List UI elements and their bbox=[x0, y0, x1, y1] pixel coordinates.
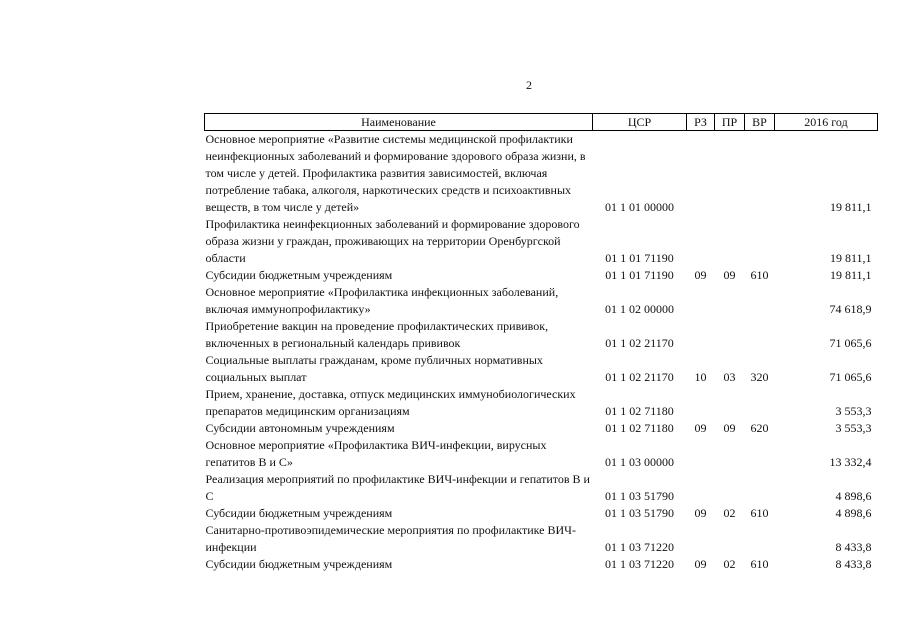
row-name: Реализация мероприятий по профилактике ВИЧ-инфекции и гепатитов В и С bbox=[205, 472, 590, 503]
table-row bbox=[205, 318, 878, 352]
row-vr bbox=[745, 284, 775, 318]
row-rz bbox=[687, 471, 715, 505]
row-rz: 09 bbox=[694, 506, 707, 520]
row-name: Прием, хранение, доставка, отпуск медицинских иммунобиологических препаратов медицинским организациям bbox=[205, 387, 576, 418]
row-csr: 01 1 02 71180 bbox=[605, 404, 674, 418]
row-pr: 02 bbox=[723, 557, 736, 571]
row-amount: 4 898,6 bbox=[835, 506, 872, 520]
row-name: Санитарно-противоэпидемические мероприятия по профилактике ВИЧ-инфекции bbox=[205, 523, 576, 554]
table-row bbox=[205, 556, 878, 573]
header-year: 2016 год bbox=[775, 114, 878, 131]
row-name: Основное мероприятие «Профилактика ВИЧ-инфекции, вирусных гепатитов В и С» bbox=[205, 438, 547, 469]
page-number: 2 bbox=[526, 78, 532, 92]
row-pr bbox=[715, 216, 745, 267]
table-row bbox=[205, 386, 878, 420]
row-amount: 3 553,3 bbox=[835, 404, 872, 418]
row-csr: 01 1 03 51790 bbox=[605, 506, 674, 520]
row-rz bbox=[687, 284, 715, 318]
row-csr: 01 1 02 00000 bbox=[605, 302, 674, 316]
row-amount: 4 898,6 bbox=[835, 489, 872, 503]
row-pr bbox=[715, 437, 745, 471]
row-rz bbox=[687, 522, 715, 556]
row-rz bbox=[687, 318, 715, 352]
row-amount: 13 332,4 bbox=[829, 455, 872, 469]
row-csr: 01 1 01 71190 bbox=[605, 268, 674, 282]
table-row bbox=[205, 131, 878, 217]
row-pr: 02 bbox=[723, 506, 736, 520]
row-vr bbox=[745, 216, 775, 267]
row-csr: 01 1 03 51790 bbox=[605, 489, 674, 503]
row-name: Субсидии бюджетным учреждениям bbox=[205, 506, 393, 520]
row-name: Приобретение вакцин на проведение профилактических прививок, включенных в региональный календарь прививок bbox=[205, 319, 549, 350]
row-amount: 19 811,1 bbox=[829, 200, 872, 214]
row-name: Субсидии бюджетным учреждениям bbox=[205, 268, 393, 282]
header-name: Наименование bbox=[205, 114, 593, 131]
row-csr: 01 1 03 71220 bbox=[605, 540, 674, 554]
row-vr: 320 bbox=[750, 370, 769, 384]
row-vr: 610 bbox=[750, 557, 769, 571]
table-row bbox=[205, 505, 878, 522]
row-vr bbox=[745, 471, 775, 505]
row-name: Субсидии автономным учреждениям bbox=[205, 421, 395, 435]
table-row bbox=[205, 420, 878, 437]
row-amount: 71 065,6 bbox=[829, 370, 872, 384]
row-pr bbox=[715, 386, 745, 420]
row-vr: 610 bbox=[750, 506, 769, 520]
row-amount: 8 433,8 bbox=[835, 540, 872, 554]
row-pr bbox=[715, 318, 745, 352]
row-pr: 09 bbox=[723, 421, 736, 435]
row-rz: 09 bbox=[694, 421, 707, 435]
row-csr: 01 1 02 21170 bbox=[605, 336, 674, 350]
row-vr bbox=[745, 437, 775, 471]
row-name: Основное мероприятие «Профилактика инфекционных заболеваний, включая иммунопрофилактику» bbox=[205, 285, 559, 316]
row-pr bbox=[715, 471, 745, 505]
table-row bbox=[205, 437, 878, 471]
table-row bbox=[205, 216, 878, 267]
table-row bbox=[205, 284, 878, 318]
row-name: Профилактика неинфекционных заболеваний и формирование здорового образа жизни у граждан, проживающих на территории Оренбургской области bbox=[205, 217, 580, 265]
row-rz bbox=[687, 216, 715, 267]
header-pr: ПР bbox=[715, 114, 745, 131]
row-vr bbox=[745, 386, 775, 420]
row-vr bbox=[745, 522, 775, 556]
row-rz bbox=[687, 386, 715, 420]
budget-table bbox=[204, 113, 878, 573]
row-csr: 01 1 03 00000 bbox=[605, 455, 674, 469]
row-rz bbox=[687, 437, 715, 471]
table-row bbox=[205, 267, 878, 284]
table-header-row bbox=[205, 114, 878, 131]
row-amount: 19 811,1 bbox=[829, 268, 872, 282]
row-rz: 09 bbox=[694, 268, 707, 282]
header-vr: ВР bbox=[745, 114, 775, 131]
table-row bbox=[205, 352, 878, 386]
row-csr: 01 1 03 71220 bbox=[605, 557, 674, 571]
row-vr bbox=[745, 131, 775, 217]
row-pr: 03 bbox=[723, 370, 736, 384]
row-name: Основное мероприятие «Развитие системы медицинской профилактики неинфекционных заболеваний и формирование здорового образа жизни, в том числе у детей. Профилактика развития зависимостей, включая потребление табака, алкоголя, наркотических средств и психоактивных веществ, в том числе у детей» bbox=[205, 132, 586, 214]
row-csr: 01 1 02 71180 bbox=[605, 421, 674, 435]
row-amount: 19 811,1 bbox=[829, 251, 872, 265]
row-amount: 74 618,9 bbox=[829, 302, 872, 316]
row-pr: 09 bbox=[723, 268, 736, 282]
row-amount: 71 065,6 bbox=[829, 336, 872, 350]
row-amount: 3 553,3 bbox=[835, 421, 872, 435]
header-rz: РЗ bbox=[687, 114, 715, 131]
row-vr bbox=[745, 318, 775, 352]
table-row bbox=[205, 471, 878, 505]
row-csr: 01 1 02 21170 bbox=[605, 370, 674, 384]
row-rz: 09 bbox=[694, 557, 707, 571]
row-pr bbox=[715, 284, 745, 318]
row-vr: 620 bbox=[750, 421, 769, 435]
header-csr: ЦСР bbox=[593, 114, 687, 131]
row-rz: 10 bbox=[694, 370, 707, 384]
row-amount: 8 433,8 bbox=[835, 557, 872, 571]
row-pr bbox=[715, 522, 745, 556]
row-vr: 610 bbox=[750, 268, 769, 282]
row-rz bbox=[687, 131, 715, 217]
row-csr: 01 1 01 00000 bbox=[605, 200, 674, 214]
row-csr: 01 1 01 71190 bbox=[605, 251, 674, 265]
table-row bbox=[205, 522, 878, 556]
row-name: Социальные выплаты гражданам, кроме публичных нормативных социальных выплат bbox=[205, 353, 543, 384]
row-name: Субсидии бюджетным учреждениям bbox=[205, 557, 393, 571]
row-pr bbox=[715, 131, 745, 217]
